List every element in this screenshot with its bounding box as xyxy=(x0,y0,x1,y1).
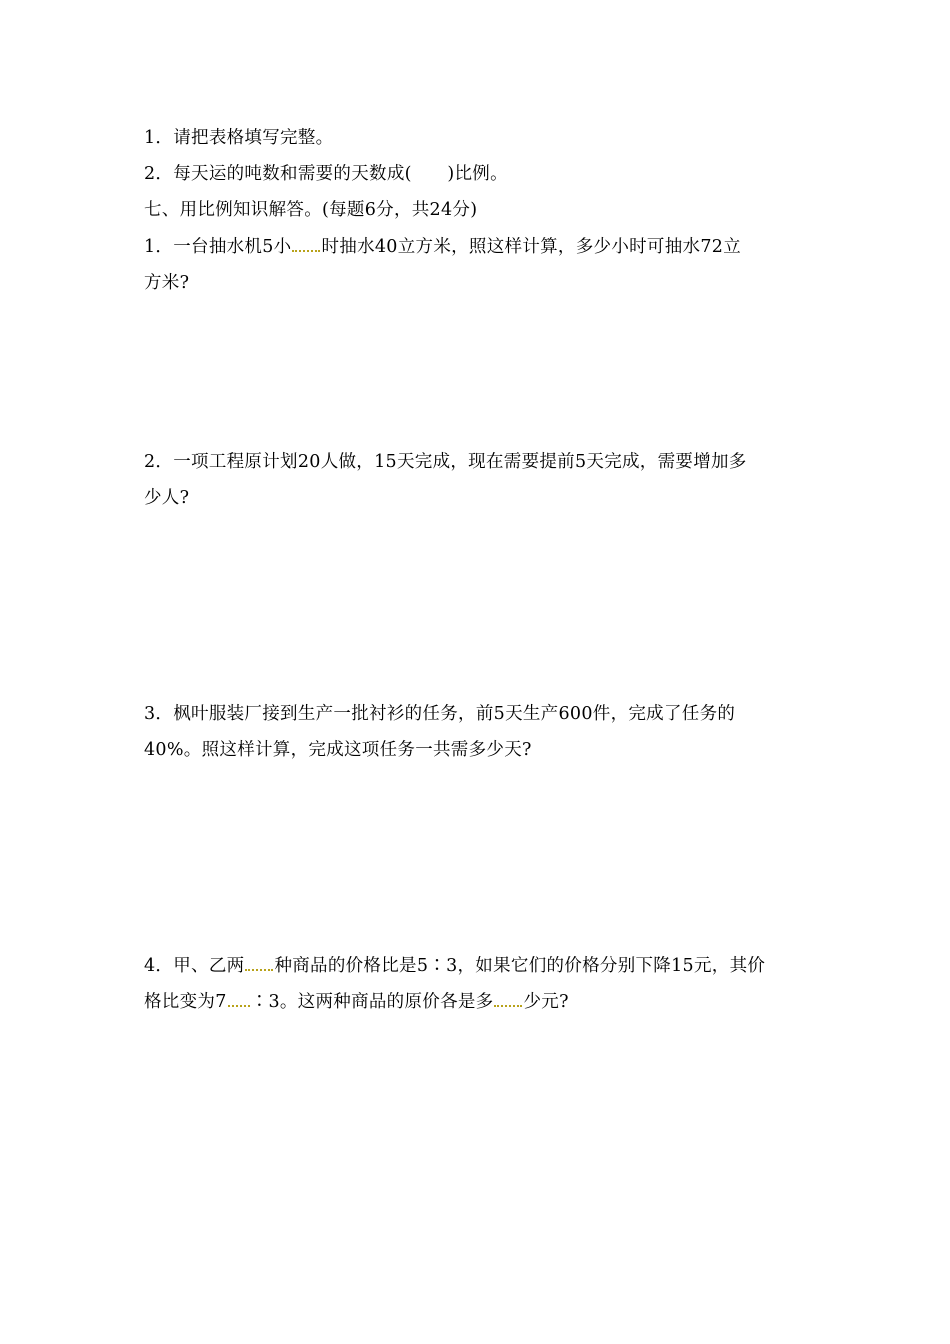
item-2-text: 2．每天运的吨数和需要的天数成( )比例。 xyxy=(144,164,508,184)
question-4-text-part-2: 种商品的价格比是5∶3，如果它们的价格分别下降15元，其价 xyxy=(274,956,766,976)
question-3-text-part-2: 40%。照这样计算，完成这项任务一共需多少天? xyxy=(144,740,532,760)
question-4-line-2 xyxy=(144,991,569,1013)
highlight-mark xyxy=(228,1002,250,1007)
question-4-line-1 xyxy=(144,955,765,977)
item-1-fill-table xyxy=(144,127,333,149)
item-1-text: 1．请把表格填写完整。 xyxy=(144,128,334,148)
question-1-text-part-2: 时抽水40立方米，照这样计算，多少小时可抽水72立 xyxy=(321,237,742,257)
item-2-proportion xyxy=(144,163,508,185)
question-1-line-1 xyxy=(144,236,741,258)
question-1-line-2 xyxy=(144,272,189,294)
highlight-mark xyxy=(245,966,273,971)
section-7-text: 七、用比例知识解答。(每题6分，共24分) xyxy=(144,200,478,220)
question-4-text-part-5: 少元? xyxy=(523,992,569,1012)
question-4-text-part-3: 格比变为7 xyxy=(144,992,227,1012)
question-4-text-part-1: 4．甲、乙两 xyxy=(144,956,245,976)
question-2-text-part-2: 少人? xyxy=(144,488,190,508)
question-3-line-2 xyxy=(144,739,532,761)
question-2-line-2 xyxy=(144,487,189,509)
section-7-heading xyxy=(144,199,477,221)
highlight-mark xyxy=(292,247,320,252)
highlight-mark xyxy=(494,1002,522,1007)
question-3-text-part-1: 3．枫叶服装厂接到生产一批衬衫的任务，前5天生产600件，完成了任务的 xyxy=(144,704,736,724)
question-1-text-part-1: 1．一台抽水机5小 xyxy=(144,237,292,257)
question-2-text-part-1: 2．一项工程原计划20人做，15天完成，现在需要提前5天完成，需要增加多 xyxy=(144,452,747,472)
question-1-text-part-3: 方米? xyxy=(144,273,190,293)
question-2-line-1 xyxy=(144,451,747,473)
question-4-text-part-4: ∶3。这两种商品的原价各是多 xyxy=(250,992,494,1012)
question-3-line-1 xyxy=(144,703,735,725)
